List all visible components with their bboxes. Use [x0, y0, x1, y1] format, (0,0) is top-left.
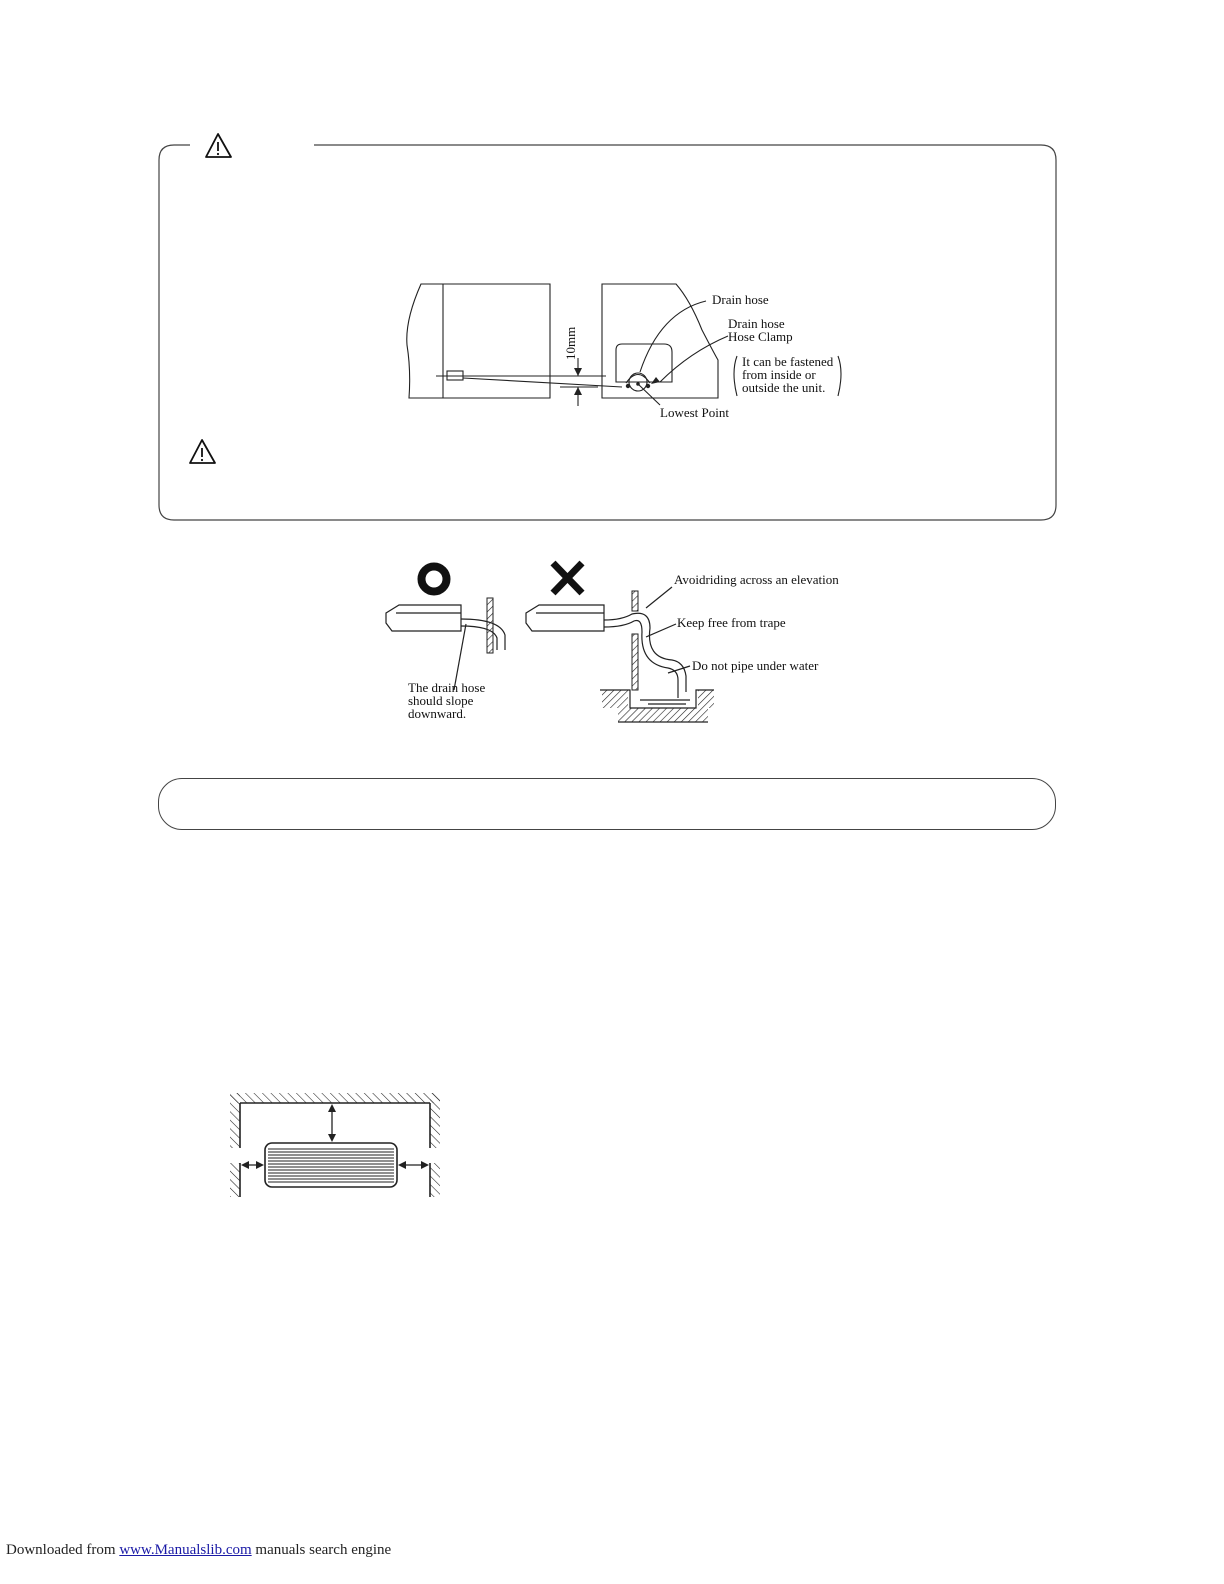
avoid-elevation-label: Avoidriding across an elevation	[674, 572, 839, 587]
footer-suffix: manuals search engine	[255, 1542, 392, 1558]
fasten-note-line1: It can be fastened	[742, 354, 834, 369]
lowest-point-label: Lowest Point	[660, 405, 729, 420]
footer-prefix: Downloaded from	[6, 1542, 116, 1558]
clearance-diagram	[220, 1085, 450, 1210]
wrong-mark-icon	[553, 563, 582, 593]
slope-note-line3: downward.	[408, 706, 467, 721]
drain-hose-diagram	[0, 0, 1224, 540]
fasten-note-line2: from inside or	[742, 367, 816, 382]
dimension-label: 10mm	[563, 326, 578, 360]
keep-free-label: Keep free from trape	[677, 615, 786, 630]
slope-note-line2: should slope	[408, 693, 474, 708]
clamp-label-line1: Drain hose	[728, 316, 785, 331]
slope-note-line1: The drain hose	[408, 680, 486, 695]
correct-mark-icon	[422, 567, 447, 592]
footer-link[interactable]: www.Manualslib.com	[119, 1542, 252, 1558]
footer	[6, 1542, 391, 1559]
no-pipe-label: Do not pipe under water	[692, 658, 819, 673]
drain-hose-label: Drain hose	[712, 292, 769, 307]
clamp-label-line2: Hose Clamp	[728, 329, 793, 344]
fasten-note-line3: outside the unit.	[742, 380, 826, 395]
routing-diagram	[0, 540, 1224, 740]
section-heading-box	[158, 778, 1056, 830]
